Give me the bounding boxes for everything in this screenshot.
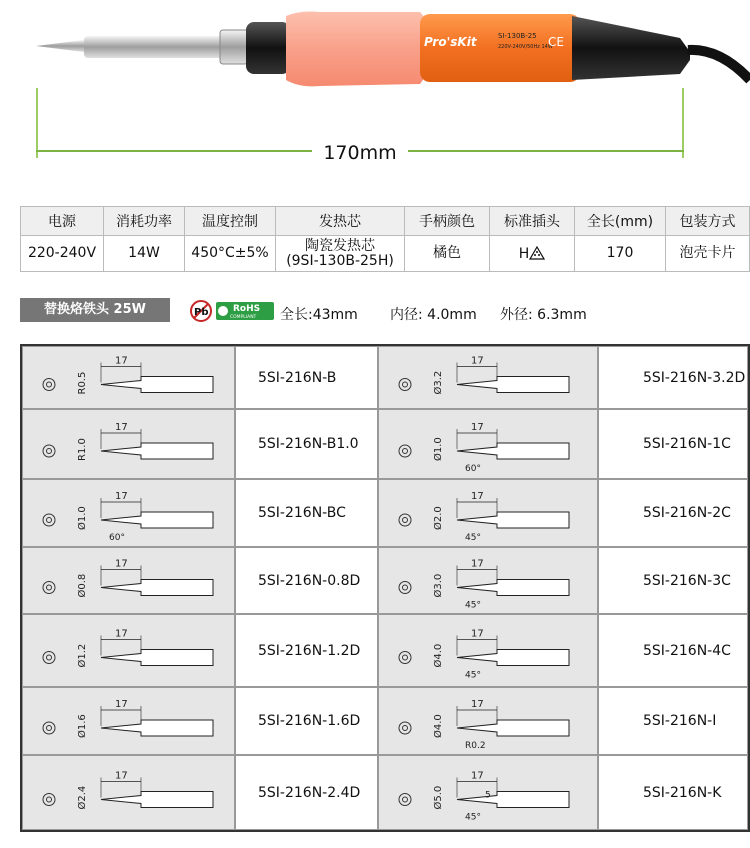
tip-end-view-icon xyxy=(43,514,55,526)
spec-table xyxy=(20,206,750,272)
rating-label: 220V-240V/50Hz 14W xyxy=(498,44,553,50)
tip-extra-label: 5 xyxy=(485,790,491,801)
brand-logo: Pro'sKit xyxy=(424,35,477,49)
tip-length: 全长:43mm xyxy=(280,307,358,323)
tip-angle-label: 45° xyxy=(465,812,481,823)
tip-angle-label: 45° xyxy=(465,670,481,681)
plug-icon xyxy=(529,246,545,260)
tip-end-view-icon xyxy=(43,652,55,664)
tip-diagram xyxy=(379,615,599,688)
tip-diagram xyxy=(23,548,236,615)
iron-handle-end xyxy=(572,16,690,80)
tip-outline xyxy=(101,580,213,596)
iron-cable xyxy=(688,50,750,80)
tip-code: 5SI-216N-3.2D xyxy=(598,346,748,409)
tip-dim-top: 17 xyxy=(115,699,128,710)
tip-angle-label: 45° xyxy=(465,533,481,543)
tip-code: 5SI-216N-1.6D xyxy=(235,687,378,755)
tip-code: 5SI-216N-4C xyxy=(598,614,748,687)
tip-inner-diameter: 内径: 4.0mm xyxy=(390,307,477,323)
tip-diagram-cell xyxy=(22,547,235,614)
tip-code: 5SI-216N-K xyxy=(598,755,748,830)
tip-outline xyxy=(101,512,213,528)
tip-code: 5SI-216N-0.8D xyxy=(235,547,378,614)
tip-end-view-icon xyxy=(399,582,411,594)
tip-end-view-icon xyxy=(399,794,411,806)
tip-code: 5SI-216N-3C xyxy=(598,547,748,614)
tip-dim-label: Ø1.0 xyxy=(77,506,88,530)
soldering-iron-illustration xyxy=(0,0,750,110)
rohs-sub-text: COMPLIANT xyxy=(230,315,257,320)
spec-header: 温度控制 xyxy=(185,207,276,236)
tip-outline xyxy=(457,720,569,736)
iron-tip xyxy=(36,40,84,52)
tip-dim-top: 17 xyxy=(471,699,484,710)
tips-section-title: 替换烙铁头 25W xyxy=(20,298,170,322)
tip-dim-top: 17 xyxy=(471,770,484,782)
tip-dim-label: Ø5.0 xyxy=(433,785,444,810)
tip-outline xyxy=(101,720,213,736)
spec-header-row xyxy=(21,207,750,236)
tip-angle-label: R0.2 xyxy=(465,741,486,751)
tip-end-view-icon xyxy=(43,582,55,594)
spec-heater xyxy=(276,236,405,272)
tip-diagram-cell xyxy=(378,755,598,830)
spec-header: 发热芯 xyxy=(276,207,405,236)
tip-end-view-icon xyxy=(399,445,411,457)
pb-free-icon xyxy=(191,301,211,321)
spec-temperature: 450°C±5% xyxy=(185,236,276,272)
tip-angle-label: 45° xyxy=(465,600,481,611)
tip-dim-top: 17 xyxy=(115,770,128,782)
tip-outline xyxy=(457,580,569,596)
tip-diagram xyxy=(23,410,236,480)
compliance-badges xyxy=(190,300,276,322)
tip-code: 5SI-216N-2.4D xyxy=(235,755,378,830)
tip-dim-top: 17 xyxy=(115,422,128,433)
tip-outline xyxy=(457,792,569,808)
tip-code: 5SI-216N-1.2D xyxy=(235,614,378,687)
spec-handle-color: 橘色 xyxy=(405,236,490,272)
tip-diagram-cell xyxy=(22,409,235,479)
tip-dim-label: Ø3.0 xyxy=(433,573,444,598)
tip-code: 5SI-216N-I xyxy=(598,687,748,755)
tip-code: 5SI-216N-BC xyxy=(235,479,378,547)
tip-dim-label: Ø2.0 xyxy=(433,506,444,530)
tip-angle-label: 60° xyxy=(109,533,125,543)
spec-header: 标准插头 xyxy=(490,207,575,236)
spec-header: 手柄颜色 xyxy=(405,207,490,236)
tip-dim-label: R0.5 xyxy=(77,371,88,395)
tip-end-view-icon xyxy=(399,652,411,664)
spec-packaging: 泡壳卡片 xyxy=(666,236,750,272)
tip-diagram-cell xyxy=(22,614,235,687)
tip-code: 5SI-216N-B1.0 xyxy=(235,409,378,479)
tip-diagram xyxy=(379,410,599,480)
tip-outline xyxy=(101,650,213,666)
iron-barrel xyxy=(84,36,224,58)
pb-text: Pb xyxy=(194,307,209,318)
tip-end-view-icon xyxy=(43,445,55,457)
tip-outline xyxy=(101,792,213,808)
spec-header: 全长(mm) xyxy=(575,207,666,236)
spec-length: 170 xyxy=(575,236,666,272)
tip-dim-top: 17 xyxy=(115,355,128,367)
tip-dim-label: Ø4.0 xyxy=(433,643,444,668)
tip-diagram xyxy=(23,688,236,756)
tip-diagram-cell xyxy=(378,614,598,687)
tip-end-view-icon xyxy=(399,514,411,526)
tip-outline xyxy=(457,377,569,393)
tip-diagram xyxy=(379,688,599,756)
tips-grid xyxy=(20,344,750,832)
spec-plug xyxy=(490,236,575,272)
tip-outline xyxy=(457,443,569,459)
tip-outline xyxy=(101,443,213,459)
tip-diagram-cell xyxy=(378,479,598,547)
tip-code: 5SI-216N-B xyxy=(235,346,378,409)
tip-diagram-cell xyxy=(22,479,235,547)
spec-heater-line2: (9SI-130B-25H) xyxy=(286,252,394,269)
tip-code: 5SI-216N-2C xyxy=(598,479,748,547)
ce-mark: CE xyxy=(548,35,564,49)
tip-dim-top: 17 xyxy=(471,558,484,570)
spec-power: 220-240V xyxy=(21,236,104,272)
iron-collar xyxy=(246,22,290,74)
tip-dim-top: 17 xyxy=(471,422,484,433)
tip-diagram-cell xyxy=(22,755,235,830)
tip-end-view-icon xyxy=(43,722,55,734)
tip-end-view-icon xyxy=(43,794,55,806)
tip-diagram-cell xyxy=(22,687,235,755)
tip-dim-top: 17 xyxy=(115,628,128,640)
spec-header: 消耗功率 xyxy=(104,207,185,236)
tip-end-view-icon xyxy=(399,379,411,391)
tip-dim-top: 17 xyxy=(471,355,484,367)
tip-diagram xyxy=(379,756,599,831)
tip-dim-label: Ø1.6 xyxy=(77,714,88,738)
tip-outline xyxy=(457,512,569,528)
spec-header: 电源 xyxy=(21,207,104,236)
tip-dim-label: Ø1.2 xyxy=(77,643,88,668)
tip-diagram-cell xyxy=(22,346,235,409)
tip-dim-label: Ø4.0 xyxy=(433,714,444,738)
tip-outline xyxy=(457,650,569,666)
tip-angle-label: 60° xyxy=(465,464,481,474)
tip-outline xyxy=(101,377,213,393)
tip-diagram-cell xyxy=(378,346,598,409)
spec-header: 包装方式 xyxy=(666,207,750,236)
tip-diagram xyxy=(23,347,236,410)
tip-dim-label: Ø0.8 xyxy=(77,573,88,598)
iron-grip-sleeve xyxy=(286,12,430,87)
spec-plug-letter: H xyxy=(518,245,530,262)
rohs-text: RoHS xyxy=(233,304,261,314)
spec-value-row xyxy=(21,236,750,272)
spec-consumption: 14W xyxy=(104,236,185,272)
spec-heater-line1: 陶瓷发热芯 xyxy=(305,237,375,254)
tip-dim-top: 17 xyxy=(115,491,128,502)
dimension-tick-left xyxy=(36,88,38,158)
rohs-icon xyxy=(216,302,274,320)
tip-dim-label: Ø1.0 xyxy=(433,437,444,461)
tip-dim-top: 17 xyxy=(115,558,128,570)
tip-diagram xyxy=(23,756,236,831)
tip-dim-label: R1.0 xyxy=(77,438,88,461)
tip-dim-label: Ø3.2 xyxy=(433,370,444,395)
tip-diagram xyxy=(379,480,599,548)
tip-diagram xyxy=(379,548,599,615)
tip-code: 5SI-216N-1C xyxy=(598,409,748,479)
tip-outer-diameter: 外径: 6.3mm xyxy=(500,307,587,323)
tip-end-view-icon xyxy=(399,722,411,734)
tip-diagram xyxy=(23,480,236,548)
length-dimension-label: 170mm xyxy=(312,140,408,166)
tip-diagram xyxy=(379,347,599,410)
tip-dim-top: 17 xyxy=(471,628,484,640)
tip-diagram-cell xyxy=(378,547,598,614)
tip-diagram-cell xyxy=(378,687,598,755)
iron-nut xyxy=(220,30,248,64)
tip-diagram xyxy=(23,615,236,688)
tip-dim-top: 17 xyxy=(471,491,484,502)
dimension-tick-right xyxy=(682,88,684,158)
model-label: SI-130B-25 xyxy=(498,32,537,40)
tip-dim-label: Ø2.4 xyxy=(77,785,88,810)
tip-diagram-cell xyxy=(378,409,598,479)
tip-end-view-icon xyxy=(43,379,55,391)
